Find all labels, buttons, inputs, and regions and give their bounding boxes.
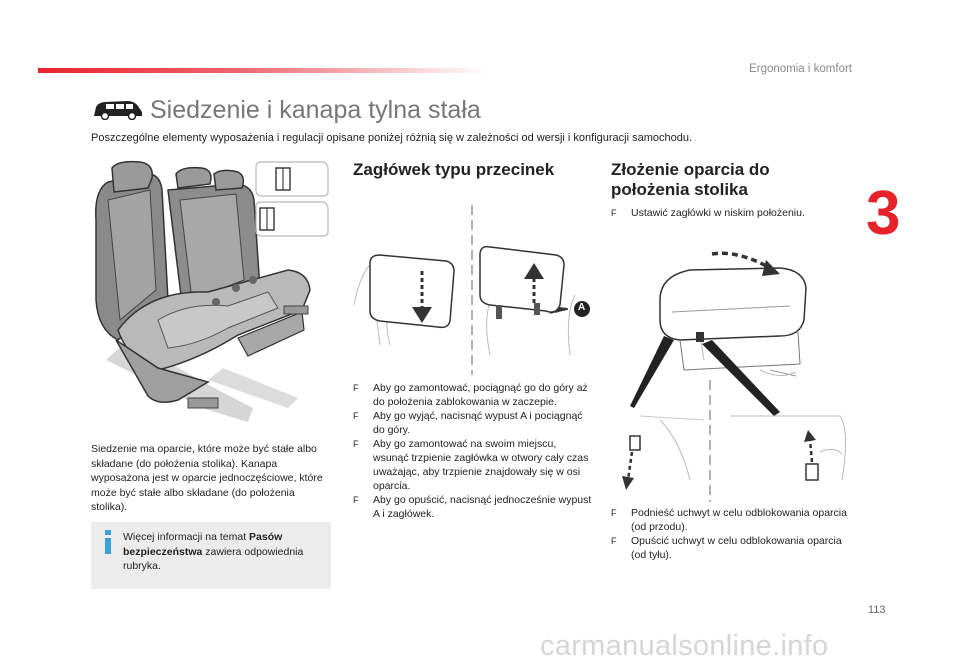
- info-box: [91, 522, 331, 589]
- list-item-text: Podnieść uchwyt w celu odblokowania oparcia (od przodu).: [631, 507, 847, 533]
- list-item: [611, 534, 851, 562]
- info-text: [123, 530, 323, 574]
- list-item-text: Opuścić uchwyt w celu odblokowania oparcia (od tyłu).: [631, 535, 842, 561]
- bullet-marker: F: [611, 508, 617, 518]
- info-link-seatbelts: Pasów bezpieczeństwa: [123, 531, 283, 558]
- list-item: [353, 381, 593, 409]
- page-title: Siedzenie i kanapa tylna stała: [150, 96, 481, 124]
- van-icon: [92, 98, 144, 120]
- bullet-marker: F: [353, 383, 359, 393]
- table-position-heading-line1: Złożenie oparcia do: [611, 160, 770, 179]
- label-a: A: [578, 302, 586, 313]
- info-text-prefix: Więcej informacji na temat: [123, 531, 250, 543]
- list-item-text: Aby go opuścić, nacisnąć jednocześnie wypust A i zagłówek.: [373, 494, 592, 520]
- list-item: [353, 493, 593, 521]
- page-number: 113: [868, 604, 886, 616]
- list-item-text: Ustawić zagłówki w niskim położeniu.: [631, 207, 805, 219]
- seat-layout-diagram: [252, 160, 332, 240]
- fold-backrest-illustration: [620, 240, 860, 502]
- chapter-number: 3: [866, 179, 901, 248]
- headrest-illustration: [350, 205, 590, 375]
- header-accent-bar: [38, 68, 488, 73]
- watermark: carmanualsonline.info: [540, 630, 829, 662]
- info-text-suffix: zawiera odpowiednia rubryka.: [123, 545, 304, 573]
- unlock-instructions: [611, 506, 851, 562]
- bullet-marker: F: [353, 439, 359, 449]
- table-position-heading: [611, 160, 841, 200]
- list-item-text: Aby go zamontować, pociągnąć go do góry aż do położenia zablokowania w zaczepie.: [373, 382, 588, 408]
- section-title: Ergonomia i komfort: [749, 63, 852, 75]
- bullet-marker: F: [611, 208, 617, 218]
- headrest-heading: Zagłówek typu przecinek: [353, 160, 555, 179]
- headrest-low-instruction: [611, 206, 851, 220]
- table-position-heading-line2: położenia stolika: [611, 180, 748, 199]
- list-item: [353, 437, 593, 493]
- list-item: [611, 506, 851, 534]
- seat-description: Siedzenie ma oparcie, które może być stałe albo składane (do położenia stolika). Kanapa wyposażona jest w oparcie jednoczęściowe, które może być stałe albo składane (do położenia stolika).: [91, 443, 323, 514]
- info-icon: [101, 530, 115, 554]
- intro-text: Poszczególne elementy wyposażenia i regulacji opisane poniżej różnią się w zależności od wersji i konfiguracji samochodu.: [91, 132, 693, 144]
- list-item-text: Aby go wyjąć, nacisnąć wypust A i pociągnąć do góry.: [373, 410, 583, 436]
- bullet-marker: F: [353, 411, 359, 421]
- list-item: [353, 409, 593, 437]
- bullet-marker: F: [353, 495, 359, 505]
- bullet-marker: F: [611, 536, 617, 546]
- list-item: [611, 206, 851, 220]
- list-item-text: Aby go zamontować na swoim miejscu, wsunąć trzpienie zagłówka w otwory cały czas uważając, aby trzpienie znajdowały się w osi oparcia.: [373, 438, 589, 492]
- headrest-instructions: [353, 381, 593, 521]
